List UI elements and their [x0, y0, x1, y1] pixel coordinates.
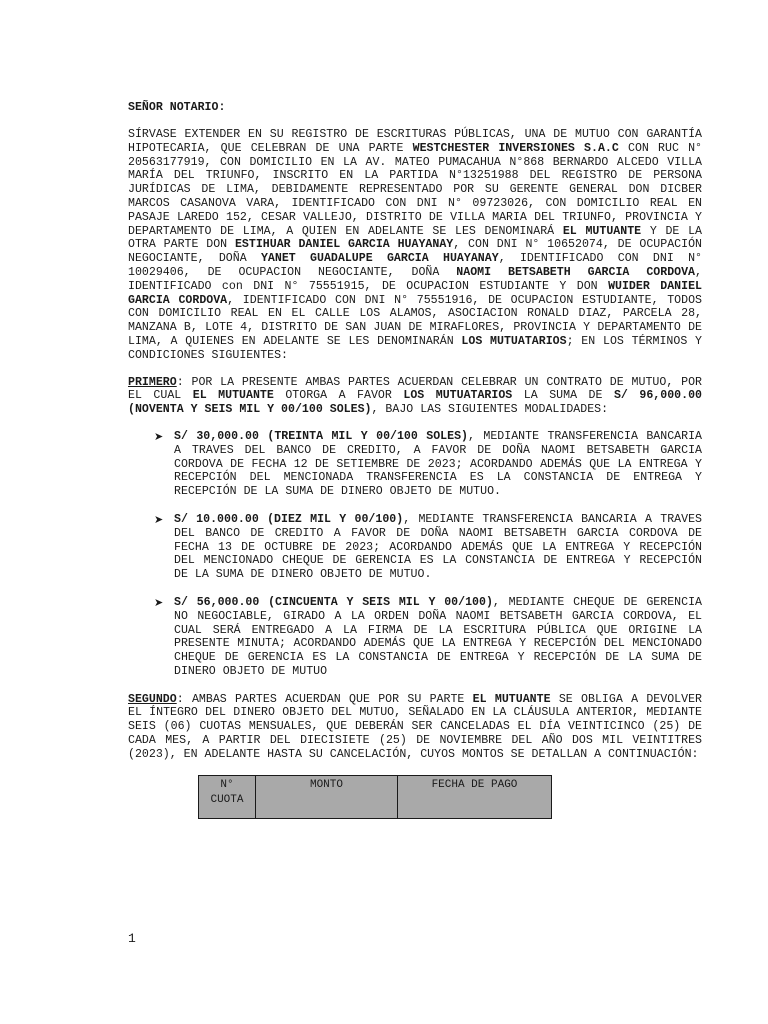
clause-segundo — [128, 693, 702, 762]
intro-text: , IDENTIFICADO con DNI N° 75551915, DE OCUPACION ESTUDIANTE Y DON — [128, 265, 702, 293]
item-text: , MEDIANTE TRANSFERENCIA BANCARIA A TRAVES DEL BANCO DE CREDITO, A FAVOR DE DOÑA NAOMI BETSABETH GARCIA CORDOVA DE FECHA 12 DE SETIEMBRE DE 2023; ACORDANDO ADEMÁS QUE LA ENTREGA Y RECEPCIÓN DEL MENCIONADA TRANSFERENCIA ES LA CONSTANCIA DE ENTREGA Y RECEPCIÓN DE LA SUMA DE DINERO OBJETO DE MUTUO. — [174, 429, 702, 499]
clause-text: OTORGA A FAVOR — [273, 389, 404, 403]
column-header-cuota: N° CUOTA — [199, 775, 256, 818]
arrow-bullet-icon: ➤ — [154, 595, 164, 609]
intro-bold: YANET GUADALUPE GARCIA HUAYANAY — [260, 252, 499, 266]
document-page — [128, 101, 702, 819]
clause-bold: EL MUTUANTE — [472, 692, 551, 706]
clause-label: SEGUNDO — [128, 692, 177, 706]
intro-bold: NAOMI BETSABETH GARCIA CORDOVA — [456, 265, 696, 279]
list-item — [154, 513, 702, 582]
clause-text: , BAJO LAS SIGUIENTES MODALIDADES: — [371, 403, 609, 417]
intro-bold: EL MUTUANTE — [562, 224, 642, 238]
intro-bold: ESTIHUAR DANIEL GARCIA HUAYANAY — [234, 238, 454, 252]
intro-text: SÍRVASE EXTENDER EN SU REGISTRO DE ESCRITURAS PÚBLICAS, UNA DE MUTUO CON GARANTÍA HIPOTECARIA, QUE CELEBRAN DE UNA PARTE — [128, 128, 702, 155]
column-header-monto: MONTO — [256, 775, 398, 818]
cuotas-table — [198, 775, 552, 819]
item-amount: S/ 10.000.00 (DIEZ MIL Y 00/100) — [174, 512, 404, 526]
intro-text: , IDENTIFICADO CON DNI N° 10029406, DE OCUPACION NEGOCIANTE, DOÑA — [128, 252, 702, 279]
column-header-fecha: FECHA DE PAGO — [398, 775, 552, 818]
intro-bold: LOS MUTUATARIOS — [461, 334, 567, 348]
clause-bold: EL MUTUANTE — [192, 389, 274, 403]
item-amount: S/ 30,000.00 (TREINTA MIL Y 00/100 SOLES) — [174, 429, 469, 443]
page-number: 1 — [128, 931, 136, 946]
clause-text: : AMBAS PARTES ACUERDAN QUE POR SU PARTE — [176, 692, 473, 706]
clause-bold: LOS MUTUATARIOS — [403, 389, 513, 403]
clause-text: LA SUMA DE — [512, 389, 614, 403]
item-amount: S/ 56,000.00 (CINCUENTA Y SEIS MIL Y 00/100) — [174, 595, 493, 609]
item-text: , MEDIANTE TRANSFERENCIA BANCARIA A TRAVES DEL BANCO DE CREDITO A FAVOR DE DOÑA NAOMI BETSABETH GARCIA CORDOVA DE FECHA 13 DE OCTUBRE DE 2023; ACORDANDO ADEMÁS QUE LA ENTREGA Y RECEPCIÓN DEL MENCIONADO CHEQUE DE GERENCIA ES LA CONSTANCIA DE ENTREGA Y RECEPCIÓN DE LA SUMA DE DINERO OBJETO DE MUTUO. — [174, 512, 702, 582]
clause-text: SE OBLIGA A DEVOLVER EL ÍNTEGRO DEL DINERO OBJETO DEL MUTUO, SEÑALADO EN LA CLÁUSULA ANTERIOR, MEDIANTE SEIS (06) CUOTAS MENSUALES, QUE DEBERÁN SER CANCELADAS EL DÍA VEINTICINCO (25) DE CADA MES, A PARTIR DEL DIECISIETE (25) DE NOVIEMBRE DEL AÑO DOS MIL VEINTITRES (2023), EN ADELANTE HASTA SU CANCELACIÓN, CUYOS MONTOS SE DETALLAN A CONTINUACIÓN: — [128, 692, 703, 761]
item-text: , MEDIANTE CHEQUE DE GERENCIA NO NEGOCIABLE, GIRADO A LA ORDEN DOÑA NAOMI BETSABETH GARCIA CORDOVA, EL CUAL SERÁ ENTREGADO A LA FIRMA DE LA ESCRITURA PÚBLICA QUE ORIGINE LA PRESENTE MINUTA; ACORDANDO ADEMÁS QUE LA ENTREGA Y RECEPCIÓN DEL MENCIONADO CHEQUE DE GERENCIA ES LA CONSTANCIA DE ENTREGA Y RECEPCIÓN DE LA SUMA DE DINERO OBJETO DE MUTUO — [174, 595, 702, 678]
clause-bold: S/ 96,000.00 (NOVENTA Y SEIS MIL Y 00/100 SOLES) — [128, 389, 702, 417]
clause-text: : POR LA PRESENTE AMBAS PARTES ACUERDAN CELEBRAR UN CONTRATO DE MUTUO, POR EL CUAL — [128, 375, 702, 403]
clause-primero — [128, 376, 702, 417]
arrow-bullet-icon: ➤ — [154, 512, 164, 526]
list-item — [154, 596, 702, 679]
table-header-row — [199, 775, 552, 818]
intro-text: ; EN LOS TÉRMINOS Y CONDICIONES SIGUIENTES: — [128, 334, 702, 362]
clause-label: PRIMERO — [128, 375, 177, 389]
intro-text: , IDENTIFICADO CON DNI N° 75551916, DE OCUPACION ESTUDIANTE, TODOS CON DOMICILIO REAL EN EL CALLE LOS ALAMOS, ASOCIACION RONALD DIAZ, PARCELA 28, MANZANA B, LOTE 4, DISTRITO DE SAN JUAN DE MIRAFLORES, PROVINCIA Y DEPARTAMENTO DE LIMA, A QUIENES EN ADELANTE SE LES DENOMINARÁN — [128, 293, 703, 348]
intro-bold: WUIDER DANIEL GARCIA CORDOVA — [128, 279, 702, 307]
list-item — [154, 430, 702, 499]
intro-bold: WESTCHESTER INVERSIONES S.A.C — [412, 141, 619, 155]
intro-text: , CON DNI N° 10652074, DE OCUPACIÓN NEGOCIANTE, DOÑA — [128, 238, 702, 266]
modalidades-list — [128, 430, 702, 679]
intro-text: Y DE LA OTRA PARTE DON — [128, 224, 703, 252]
intro-text: CON RUC N° 20563177919, CON DOMICILIO EN LA AV. MATEO PUMACAHUA N°868 BERNARDO ALCEDO VILLA MARÍA DEL TRIUNFO, INSCRITO EN LA PARTIDA N°13251988 DEL REGISTRO DE PERSONA JURÍDICAS DE LIMA, DEBIDAMENTE REPRESENTADO POR SU GERENTE GENERAL DON DICBER MARCOS CASANOVA VARA, IDENTIFICADO CON DNI N° 09723026, CON DOMICILIO REAL EN PASAJE LAREDO 152, CESAR VALLEJO, DISTRITO DE VILLA MARIA DEL TRIUNFO, PROVINCIA Y DEPARTAMENTO DE LIMA, A QUIEN EN ADELANTE SE LES DENOMINARÁ — [128, 141, 703, 238]
arrow-bullet-icon: ➤ — [154, 429, 164, 443]
document-heading: SEÑOR NOTARIO: — [128, 101, 226, 114]
intro-paragraph — [128, 128, 702, 363]
